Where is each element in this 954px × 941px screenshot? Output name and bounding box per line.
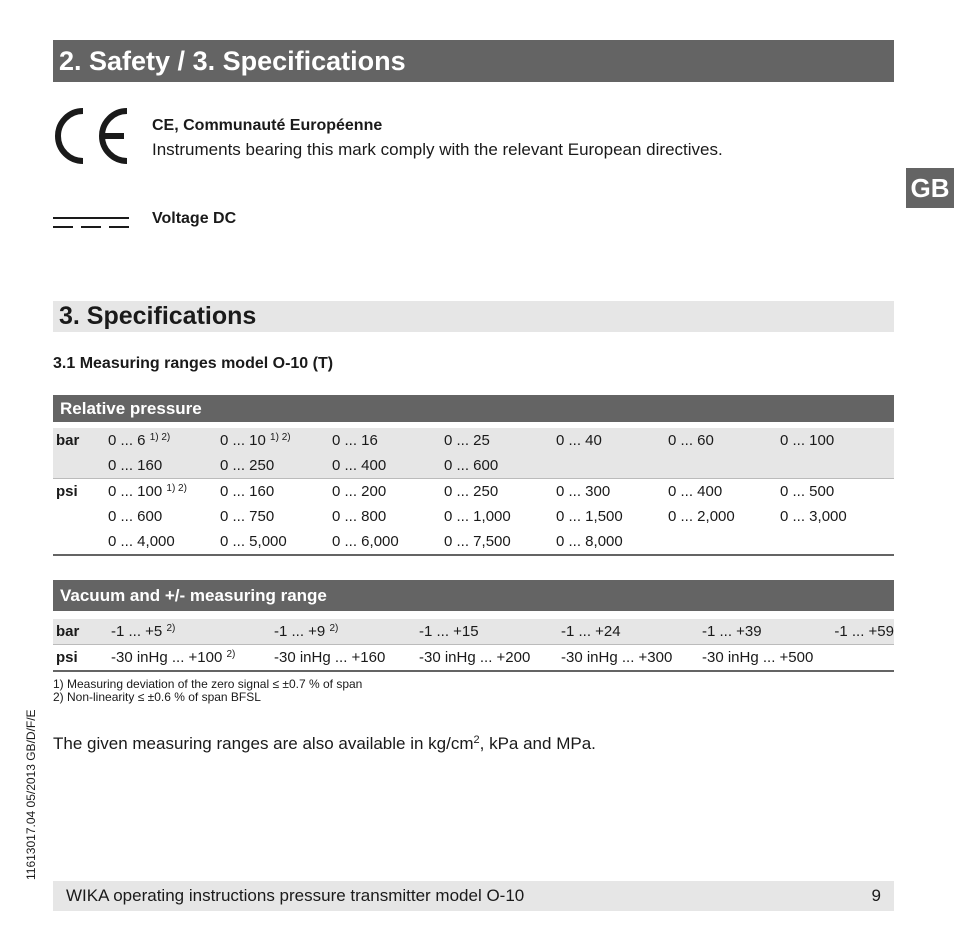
range-cell: 0 ... 10 $^{1) 2)}$: [220, 428, 332, 453]
range-cell: [556, 453, 668, 479]
range-cell: 0 ... 25: [444, 428, 556, 453]
range-cell: -30 inHg ... +200: [419, 645, 561, 672]
relative-pressure-table: [53, 428, 894, 556]
range-cell: 0 ... 200: [332, 483, 387, 500]
page-number: 9: [871, 886, 881, 905]
vacuum-range-table: [53, 619, 894, 672]
table-row: [53, 645, 894, 672]
page-title: 2. Safety / 3. Specifications: [53, 40, 894, 82]
range-cell: 0 ... 40: [556, 428, 668, 453]
range-cell: [668, 529, 780, 555]
range-cell: 0 ... 160: [108, 453, 220, 479]
range-cell: [668, 453, 780, 479]
range-cell: [780, 529, 894, 555]
range-cell: -1 ... +24: [561, 619, 702, 645]
range-cell: -30 inHg ... +500: [702, 645, 827, 672]
footnote-1: 1) Measuring deviation of the zero signal ≤ ±0.7 % of span: [53, 677, 363, 691]
range-cell: 0 ... 1,000: [444, 508, 511, 525]
range-cell: 0 ... 4,000: [108, 529, 220, 555]
range-cell: -1 ... +39: [702, 619, 827, 645]
range-cell: 0 ... 100: [780, 428, 894, 453]
section-title: 3. Specifications: [53, 301, 894, 332]
ce-title: CE, Communauté Européenne: [152, 117, 383, 134]
ce-description: Instruments bearing this mark comply with the relevant European directives.: [152, 140, 723, 159]
range-cell: 0 ... 750: [220, 508, 275, 525]
range-cell: -1 ... +59: [827, 619, 894, 645]
range-cell: 0 ... 300: [556, 483, 611, 500]
availability-note: The given measuring ranges are also available in $kg/cm^2$, kPa and MPa.: [53, 734, 596, 753]
table-row: [53, 619, 894, 645]
range-cell: 0 ... 100 $^{1) 2)}$: [108, 483, 187, 500]
voltage-dc-icon: [53, 215, 131, 229]
range-cell: [780, 453, 894, 479]
range-cell: 0 ... 160: [220, 483, 275, 500]
range-cell: 0 ... 16: [332, 428, 444, 453]
table-row: [53, 428, 894, 453]
range-cell: 0 ... 5,000: [220, 529, 332, 555]
unit-label-psi: psi: [53, 645, 111, 672]
footer-text: WIKA operating instructions pressure transmitter model O-10: [66, 886, 525, 905]
range-cell: 0 ... 400: [668, 483, 723, 500]
range-cell: 0 ... 250: [444, 483, 499, 500]
range-cell: 0 ... 1,500: [556, 508, 623, 525]
range-cell: -1 ... +5 $^{2)}$: [111, 619, 274, 645]
unit-label-bar: bar: [53, 428, 108, 453]
range-cell: -30 inHg ... +300: [561, 645, 702, 672]
ce-mark-icon: [53, 105, 131, 167]
table-row: [53, 504, 894, 529]
footnote-2: 2) Non-linearity ≤ ±0.6 % of span BFSL: [53, 690, 261, 704]
range-cell: 0 ... 500: [780, 483, 835, 500]
table-row: [53, 453, 894, 479]
range-cell: 0 ... 250: [220, 453, 332, 479]
unit-label-bar: bar: [53, 619, 111, 645]
range-cell: 0 ... 3,000: [780, 508, 847, 525]
relative-pressure-header: Relative pressure: [53, 395, 894, 422]
range-cell: 0 ... 6,000: [332, 529, 444, 555]
range-cell: 0 ... 800: [332, 508, 387, 525]
range-cell: 0 ... 600: [108, 508, 163, 525]
page-footer: [53, 881, 894, 911]
range-cell: -30 inHg ... +160: [274, 645, 419, 672]
range-cell: 0 ... 8,000: [556, 529, 668, 555]
language-tab-gb[interactable]: GB: [906, 168, 954, 208]
range-cell: 0 ... 2,000: [668, 508, 735, 525]
document-code: 11613017.04 05/2013 GB/D/F/E: [24, 709, 38, 880]
table-row: [53, 479, 894, 505]
range-cell: 0 ... 60: [668, 428, 780, 453]
range-cell: 0 ... 600: [444, 453, 556, 479]
range-cell: 0 ... 6 $^{1) 2)}$: [108, 428, 220, 453]
range-cell: 0 ... 7,500: [444, 529, 556, 555]
unit-label-psi: psi: [56, 483, 78, 500]
footnotes: [53, 678, 362, 704]
vacuum-range-header: Vacuum and +/- measuring range: [53, 580, 894, 611]
range-cell: 0 ... 400: [332, 453, 444, 479]
voltage-dc-label: Voltage DC: [152, 210, 237, 227]
range-cell: -30 inHg ... +100 $^{2)}$: [111, 645, 274, 672]
range-cell: -1 ... +15: [419, 619, 561, 645]
section-subtitle: 3.1 Measuring ranges model O-10 (T): [53, 355, 334, 372]
table-row: [53, 529, 894, 555]
range-cell: [827, 645, 894, 672]
range-cell: -1 ... +9 $^{2)}$: [274, 619, 419, 645]
